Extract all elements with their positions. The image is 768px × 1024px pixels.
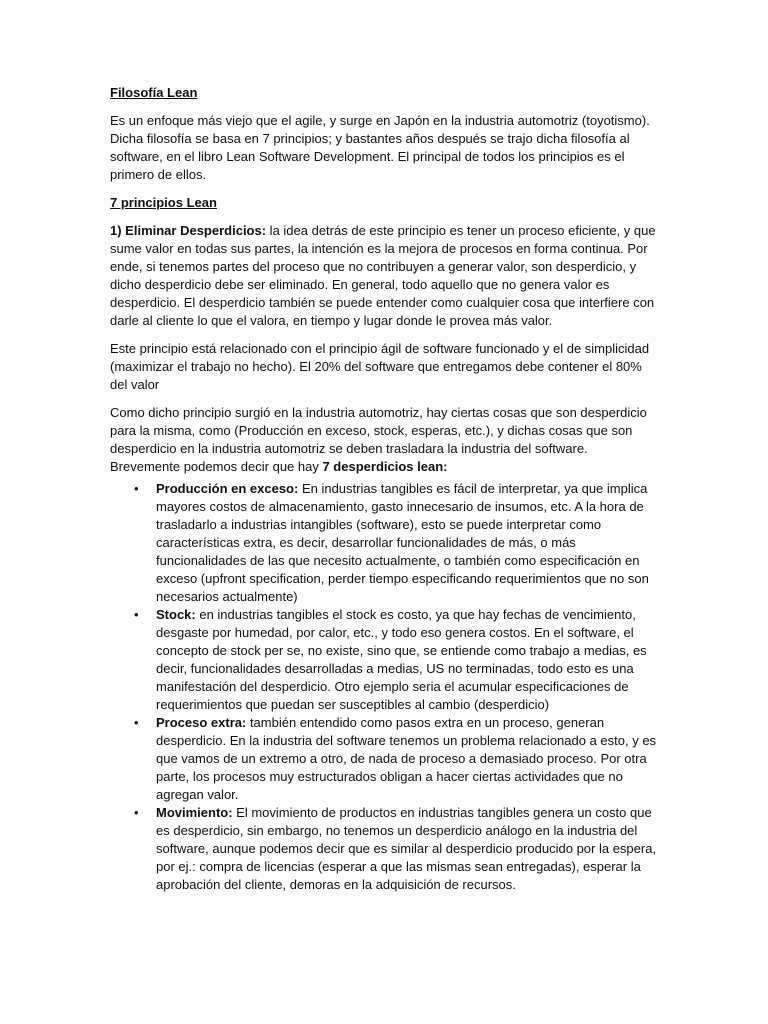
- intro-paragraph: Es un enfoque más viejo que el agile, y surge en Japón en la industria automotriz (toyotismo). Dicha filosofía se basa en 7 principios; y bastantes años después se trajo dicha filosofía al software, en el libro Lean Software Development. El principal de todos los principios es el primero de ellos.: [110, 113, 650, 182]
- list-item-text: también entendido como pasos extra en un proceso, generan desperdicio. En la industria del software tenemos un problema relacionado a esto, y es que vamos de un extremo a otro, de nada de proceso a demasiado proceso. Por otra parte, los procesos muy estructurados obligan a hacer ciertas actividades que no agregan valor.: [156, 715, 657, 802]
- list-item-label: Proceso extra:: [156, 715, 247, 730]
- principle-1-text: la idea detrás de este principio es tener un proceso eficiente, y que sume valor en todas sus partes, la intención es la mejora de procesos en forma continua. Por ende, si tenemos partes del proceso que no contribuyen a generar valor, son desperdicio, y dicho desperdicio debe ser eliminado. En general, todo aquello que no genera valor es desperdicio. El desperdicio también se puede entender como cualquier cosa que interfiere con darle al cliente lo que el valora, en tiempo y lugar donde le provea más valor.: [110, 223, 656, 328]
- list-item-text: El movimiento de productos en industrias tangibles genera un costo que es desperdicio, sin embargo, no tenemos un desperdicio análogo en la industria del software, aunque podemos decir que es similar al desperdicio producido por la espera, por ej.: compra de licencias (esperar a que las mismas sean entregadas), esperar la aprobación del cliente, demoras en la adquisición de recursos.: [156, 805, 657, 892]
- wastes-intro-bold: 7 desperdicios lean:: [322, 459, 448, 474]
- list-item-produccion: [134, 480, 660, 606]
- bullet-icon: •: [134, 607, 139, 622]
- list-item-text: en industrias tangibles el stock es costo, ya que hay fechas de vencimiento, desgaste por humedad, por calor, etc., y todo eso genera costos. En el software, el concepto de stock per se, no existe, sino que, se entiende como trabajo a medias, es decir, funcionalidades desarrolladas a medias, US no terminadas, todo esto es una manifestación del desperdicio. Otro ejemplo seria el acumular especificaciones de requerimientos que puedan ser susceptibles al cambio (desperdicio): [156, 607, 647, 712]
- list-item-proceso-extra: [134, 714, 660, 804]
- wastes-intro-text: Como dicho principio surgió en la industria automotriz, hay ciertas cosas que son desperdicio para la misma, como (Producción en exceso, stock, esperas, etc.), y dichas cosas que son desperdicio en la industria automotriz se deben trasladara la industria del software. Brevemente podemos decir que hay: [110, 405, 647, 474]
- bullet-icon: •: [134, 481, 139, 496]
- list-item-label: Movimiento:: [156, 805, 233, 820]
- section-title: 7 principios Lean: [110, 195, 217, 210]
- list-item-label: Producción en exceso:: [156, 481, 299, 496]
- list-item-label: Stock:: [156, 607, 196, 622]
- list-item-text: En industrias tangibles es fácil de interpretar, ya que implica mayores costos de almacenamiento, gasto innecesario de insumos, etc. A la hora de trasladarlo a industrias intangibles (software), esto se puede interpretar como características extra, es decir, desarrollar funcionalidades de más, o más funcionalidades de las que necesito actualmente, o también como especificación en exceso (upfront specification, perder tiempo especificando requerimientos que no son necesarios actualmente): [156, 481, 649, 604]
- list-item-stock: [134, 606, 660, 714]
- document-title: Filosofía Lean: [110, 85, 198, 100]
- list-item-movimiento: [134, 804, 660, 894]
- principle-1-label: 1) Eliminar Desperdicios:: [110, 223, 267, 238]
- wastes-list: [110, 480, 660, 894]
- wastes-intro-paragraph: [110, 404, 660, 476]
- bullet-icon: •: [134, 715, 139, 730]
- principle-1-paragraph: [110, 222, 660, 330]
- agile-relation-paragraph: Este principio está relacionado con el principio ágil de software funcionado y el de simplicidad (maximizar el trabajo no hecho). El 20% del software que entregamos debe contener el 80% del valor: [110, 341, 650, 392]
- bullet-icon: •: [134, 805, 139, 820]
